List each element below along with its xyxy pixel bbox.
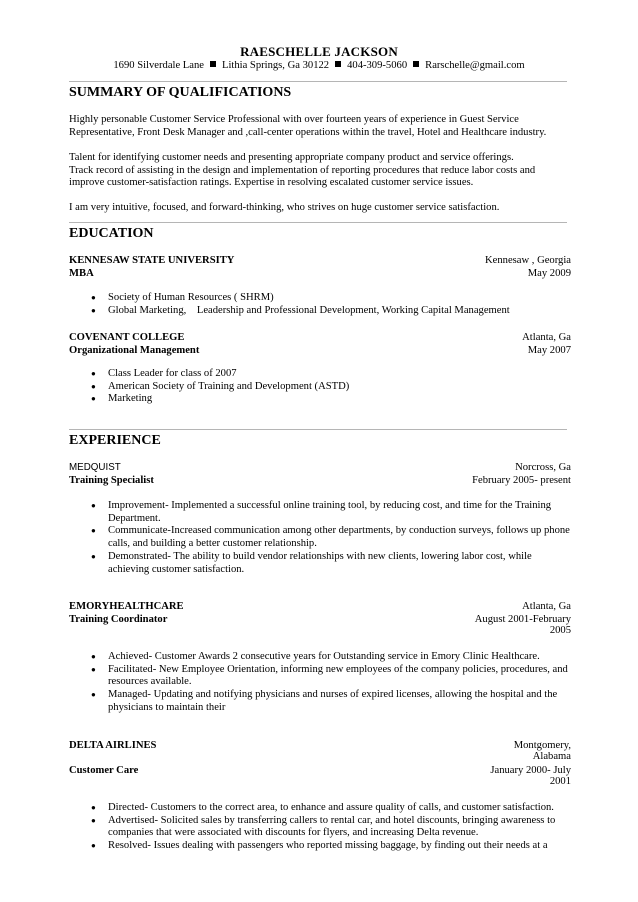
job-title-row xyxy=(69,765,571,787)
list-item xyxy=(91,651,573,664)
job-title: Training Coordinator xyxy=(69,614,168,625)
list-item xyxy=(91,815,573,840)
job-location: Atlanta, Ga xyxy=(522,601,571,612)
school-name: COVENANT COLLEGE xyxy=(69,332,185,343)
square-bullet-icon xyxy=(335,61,341,67)
list-item xyxy=(91,525,573,550)
list-item: ● Marketing xyxy=(91,393,573,406)
degree: MBA xyxy=(69,268,94,279)
school-bullets xyxy=(91,292,573,317)
job-title-row xyxy=(69,475,571,486)
divider xyxy=(69,429,567,430)
candidate-name: RAESCHELLE JACKSON xyxy=(240,44,398,59)
text-line: ● Directed- Customers to the correct area, to enhance and assure quality of calls, and customer satisfaction. xyxy=(108,802,554,813)
list-item xyxy=(91,802,573,815)
contact-line xyxy=(0,60,638,71)
job-row xyxy=(69,740,571,762)
list-item: ● American Society of Training and Development (ASTD) xyxy=(91,381,573,394)
city: Lithia Springs, Ga 30122 xyxy=(221,60,330,71)
degree-date: May 2009 xyxy=(527,268,571,279)
school-bullets xyxy=(91,368,573,406)
job-location xyxy=(514,740,571,762)
job-row xyxy=(69,462,571,473)
text-line: improve customer-satisfaction ratings. Expertise in resolving escalated customer service issues. xyxy=(69,177,474,189)
list-item xyxy=(91,840,573,853)
email: Rarschelle@gmail.com xyxy=(425,60,525,71)
text-line: ● Improvement- Implemented a successful online training tool, by reducing cost, and time for the Training xyxy=(108,500,552,511)
job-title-row xyxy=(69,614,571,636)
text-line: resources available. xyxy=(108,676,192,688)
company-name: EMORYHEALTHCARE xyxy=(69,601,184,612)
summary-heading: SUMMARY OF QUALIFICATIONS xyxy=(69,85,292,100)
education-heading: EDUCATION xyxy=(69,226,154,241)
job-row xyxy=(69,601,571,612)
text-line: ● Achieved- Customer Awards 2 consecutive years for Outstanding service in Emory Clinic Healthcare. xyxy=(108,651,540,662)
school-row xyxy=(69,255,571,266)
list-item: ● Class Leader for class of 2007 xyxy=(91,368,573,381)
list-item xyxy=(91,551,573,576)
school-location: Atlanta, Ga xyxy=(522,332,571,343)
company-name: DELTA AIRLINES xyxy=(69,740,157,751)
list-item: ● Society of Human Resources ( SHRM) xyxy=(91,292,573,305)
text-line: January 2000- July xyxy=(490,765,571,776)
degree: Organizational Management xyxy=(69,345,200,356)
company-name: MEDQUIST xyxy=(69,462,121,473)
job-title: Training Specialist xyxy=(69,475,154,486)
text-line: companies that were associated with discounts for flyers, and increasing Delta revenue. xyxy=(108,827,479,839)
text-line: ● Resolved- Issues dealing with passengers who reported missing baggage, by finding out their needs at a xyxy=(108,840,548,852)
text-line: ● Communicate-Increased communication among other departments, by conduction surveys, follows up phone xyxy=(108,525,570,537)
text-line: physicians to maintain their xyxy=(108,701,226,713)
text-line: ● Facilitated- New Employee Orientation, informing new employees of the company policies, procedures, and xyxy=(108,663,568,675)
text-line: ● Advertised- Solicited sales by transferring callers to rental car, and hotel discounts, bringing awareness to xyxy=(108,814,556,826)
text-line: Department. xyxy=(108,512,161,524)
summary-paragraph-2 xyxy=(69,152,574,190)
job-dates: February 2005- present xyxy=(472,475,571,486)
text-line: Track record of assisting in the design and implementation of reporting procedures that reduce labor costs and xyxy=(69,164,536,176)
list-item xyxy=(91,664,573,689)
school-row xyxy=(69,332,571,343)
divider xyxy=(69,222,567,223)
text-line: ● Demonstrated- The ability to build vendor relationships with new clients, lowering labor cost, while xyxy=(108,550,532,562)
text-line: 2005 xyxy=(549,625,571,636)
school-name: KENNESAW STATE UNIVERSITY xyxy=(69,255,235,266)
text-line: Montgomery, xyxy=(513,740,571,751)
job-dates xyxy=(490,765,571,787)
list-item xyxy=(91,500,573,525)
divider xyxy=(69,81,567,82)
job-title: Customer Care xyxy=(69,765,139,776)
address: 1690 Silverdale Lane xyxy=(113,60,204,71)
text-line: 2001 xyxy=(549,776,571,787)
summary-paragraph-3: I am very intuitive, focused, and forward-thinking, who strives on huge customer service satisfaction. xyxy=(69,202,500,213)
text-line: Highly personable Customer Service Professional with over fourteen years of experience in Guest Service xyxy=(69,114,519,125)
job-bullets xyxy=(91,802,573,853)
list-item xyxy=(91,689,573,714)
phone: 404-309-5060 xyxy=(347,60,408,71)
text-line: ● Managed- Updating and notifying physicians and nurses of expired licenses, allowing the hospital and the xyxy=(108,689,558,701)
job-location: Norcross, Ga xyxy=(515,462,571,473)
list-item: ● Global Marketing, Leadership and Professional Development, Working Capital Management xyxy=(91,305,573,318)
text-line: Representative, Front Desk Manager and ,call-center operations within the travel, Hotel and Healthcare industry. xyxy=(69,126,547,138)
text-line: Talent for identifying customer needs and presenting appropriate company product and service offerings. xyxy=(69,152,514,163)
job-bullets xyxy=(91,500,573,576)
text-line: Alabama xyxy=(532,751,571,762)
degree-row xyxy=(69,268,571,279)
summary-paragraph-1 xyxy=(69,114,574,139)
square-bullet-icon xyxy=(413,61,419,67)
school-location: Kennesaw , Georgia xyxy=(485,255,571,266)
text-line: August 2001-February xyxy=(474,614,571,625)
text-line: calls, and building a better customer relationship. xyxy=(108,538,317,550)
degree-date: May 2007 xyxy=(527,345,571,356)
text-line: achieving customer satisfaction. xyxy=(108,563,245,575)
square-bullet-icon xyxy=(210,61,216,67)
job-dates xyxy=(475,614,571,636)
job-bullets xyxy=(91,651,573,715)
degree-row xyxy=(69,345,571,356)
experience-heading: EXPERIENCE xyxy=(69,433,161,448)
